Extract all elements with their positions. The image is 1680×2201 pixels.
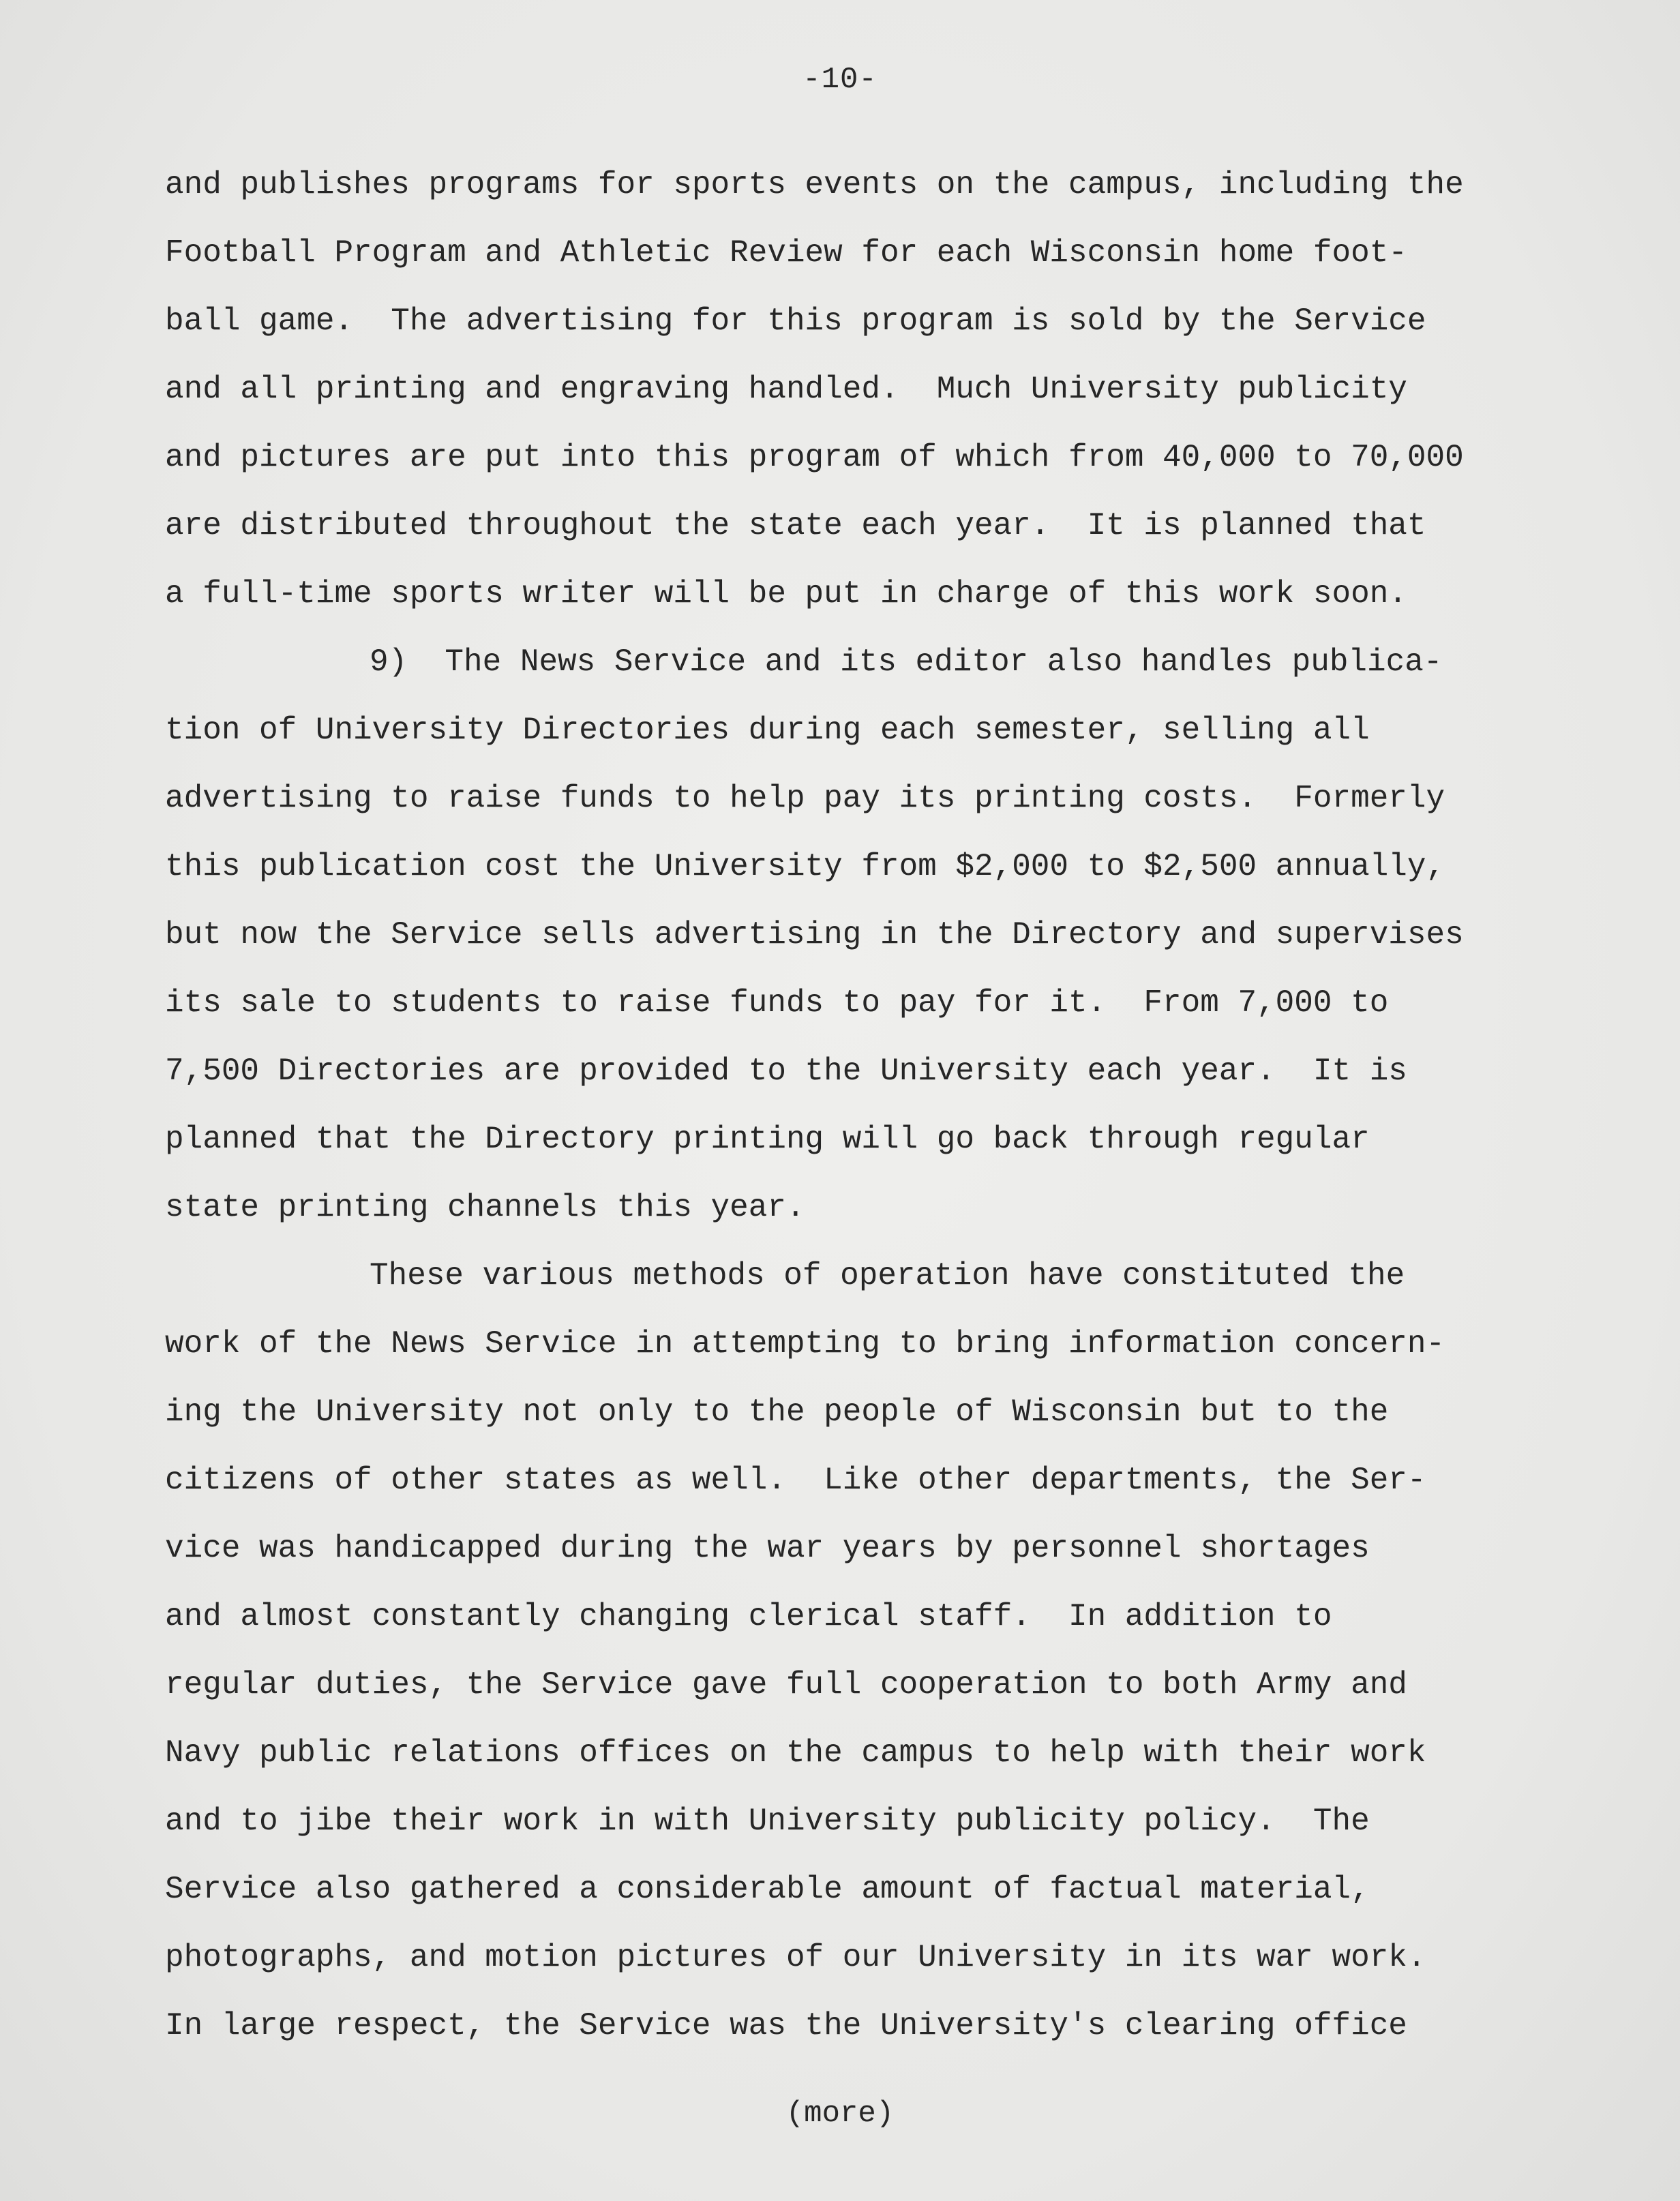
text-line: Navy public relations offices on the campus to help with their work [165,1735,1426,1771]
text-line: its sale to students to raise funds to pay for it. From 7,000 to [165,985,1389,1021]
text-line: ball game. The advertising for this program is sold by the Service [165,303,1426,339]
text-line: state printing channels this year. [165,1190,805,1225]
page-number: -10- [802,63,877,97]
text-line: 7,500 Directories are provided to the University each year. It is [165,1053,1407,1089]
text-line: ing the University not only to the people of Wisconsin but to the [165,1394,1389,1430]
paragraph-item-9: 9) The News Service and its editor also handles publica- [370,644,1443,680]
text-line: are distributed throughout the state each year. It is planned that [165,508,1426,543]
text-line: but now the Service sells advertising in the Directory and supervises [165,917,1464,953]
text-line: and pictures are put into this program of which from 40,000 to 70,000 [165,440,1464,475]
continued-marker: (more) [785,2097,895,2131]
text-line: regular duties, the Service gave full cooperation to both Army and [165,1667,1407,1703]
text-line: work of the News Service in attempting to bring information concern- [165,1326,1445,1362]
text-line: citizens of other states as well. Like other departments, the Ser- [165,1463,1426,1498]
text-line: and almost constantly changing clerical staff. In addition to [165,1599,1332,1634]
text-line: a full-time sports writer will be put in charge of this work soon. [165,576,1407,612]
text-line: and all printing and engraving handled. Much University publicity [165,372,1407,407]
text-line: and publishes programs for sports events on the campus, including the [165,167,1464,203]
text-line: Football Program and Athletic Review for each Wisconsin home foot- [165,235,1407,271]
text-line: tion of University Directories during each semester, selling all [165,713,1370,748]
text-line: this publication cost the University from $2,000 to $2,500 annually, [165,849,1445,884]
text-line: photographs, and motion pictures of our University in its war work. [165,1940,1426,1975]
text-line: and to jibe their work in with University publicity policy. The [165,1803,1370,1839]
text-line: advertising to raise funds to help pay its printing costs. Formerly [165,781,1445,816]
text-line: vice was handicapped during the war years by personnel shortages [165,1531,1370,1566]
text-line: planned that the Directory printing will go back through regular [165,1122,1370,1157]
text-line: In large respect, the Service was the University's clearing office [165,2008,1407,2043]
paragraph-start: These various methods of operation have constituted the [370,1258,1405,1293]
text-line: Service also gathered a considerable amount of factual material, [165,1872,1370,1907]
